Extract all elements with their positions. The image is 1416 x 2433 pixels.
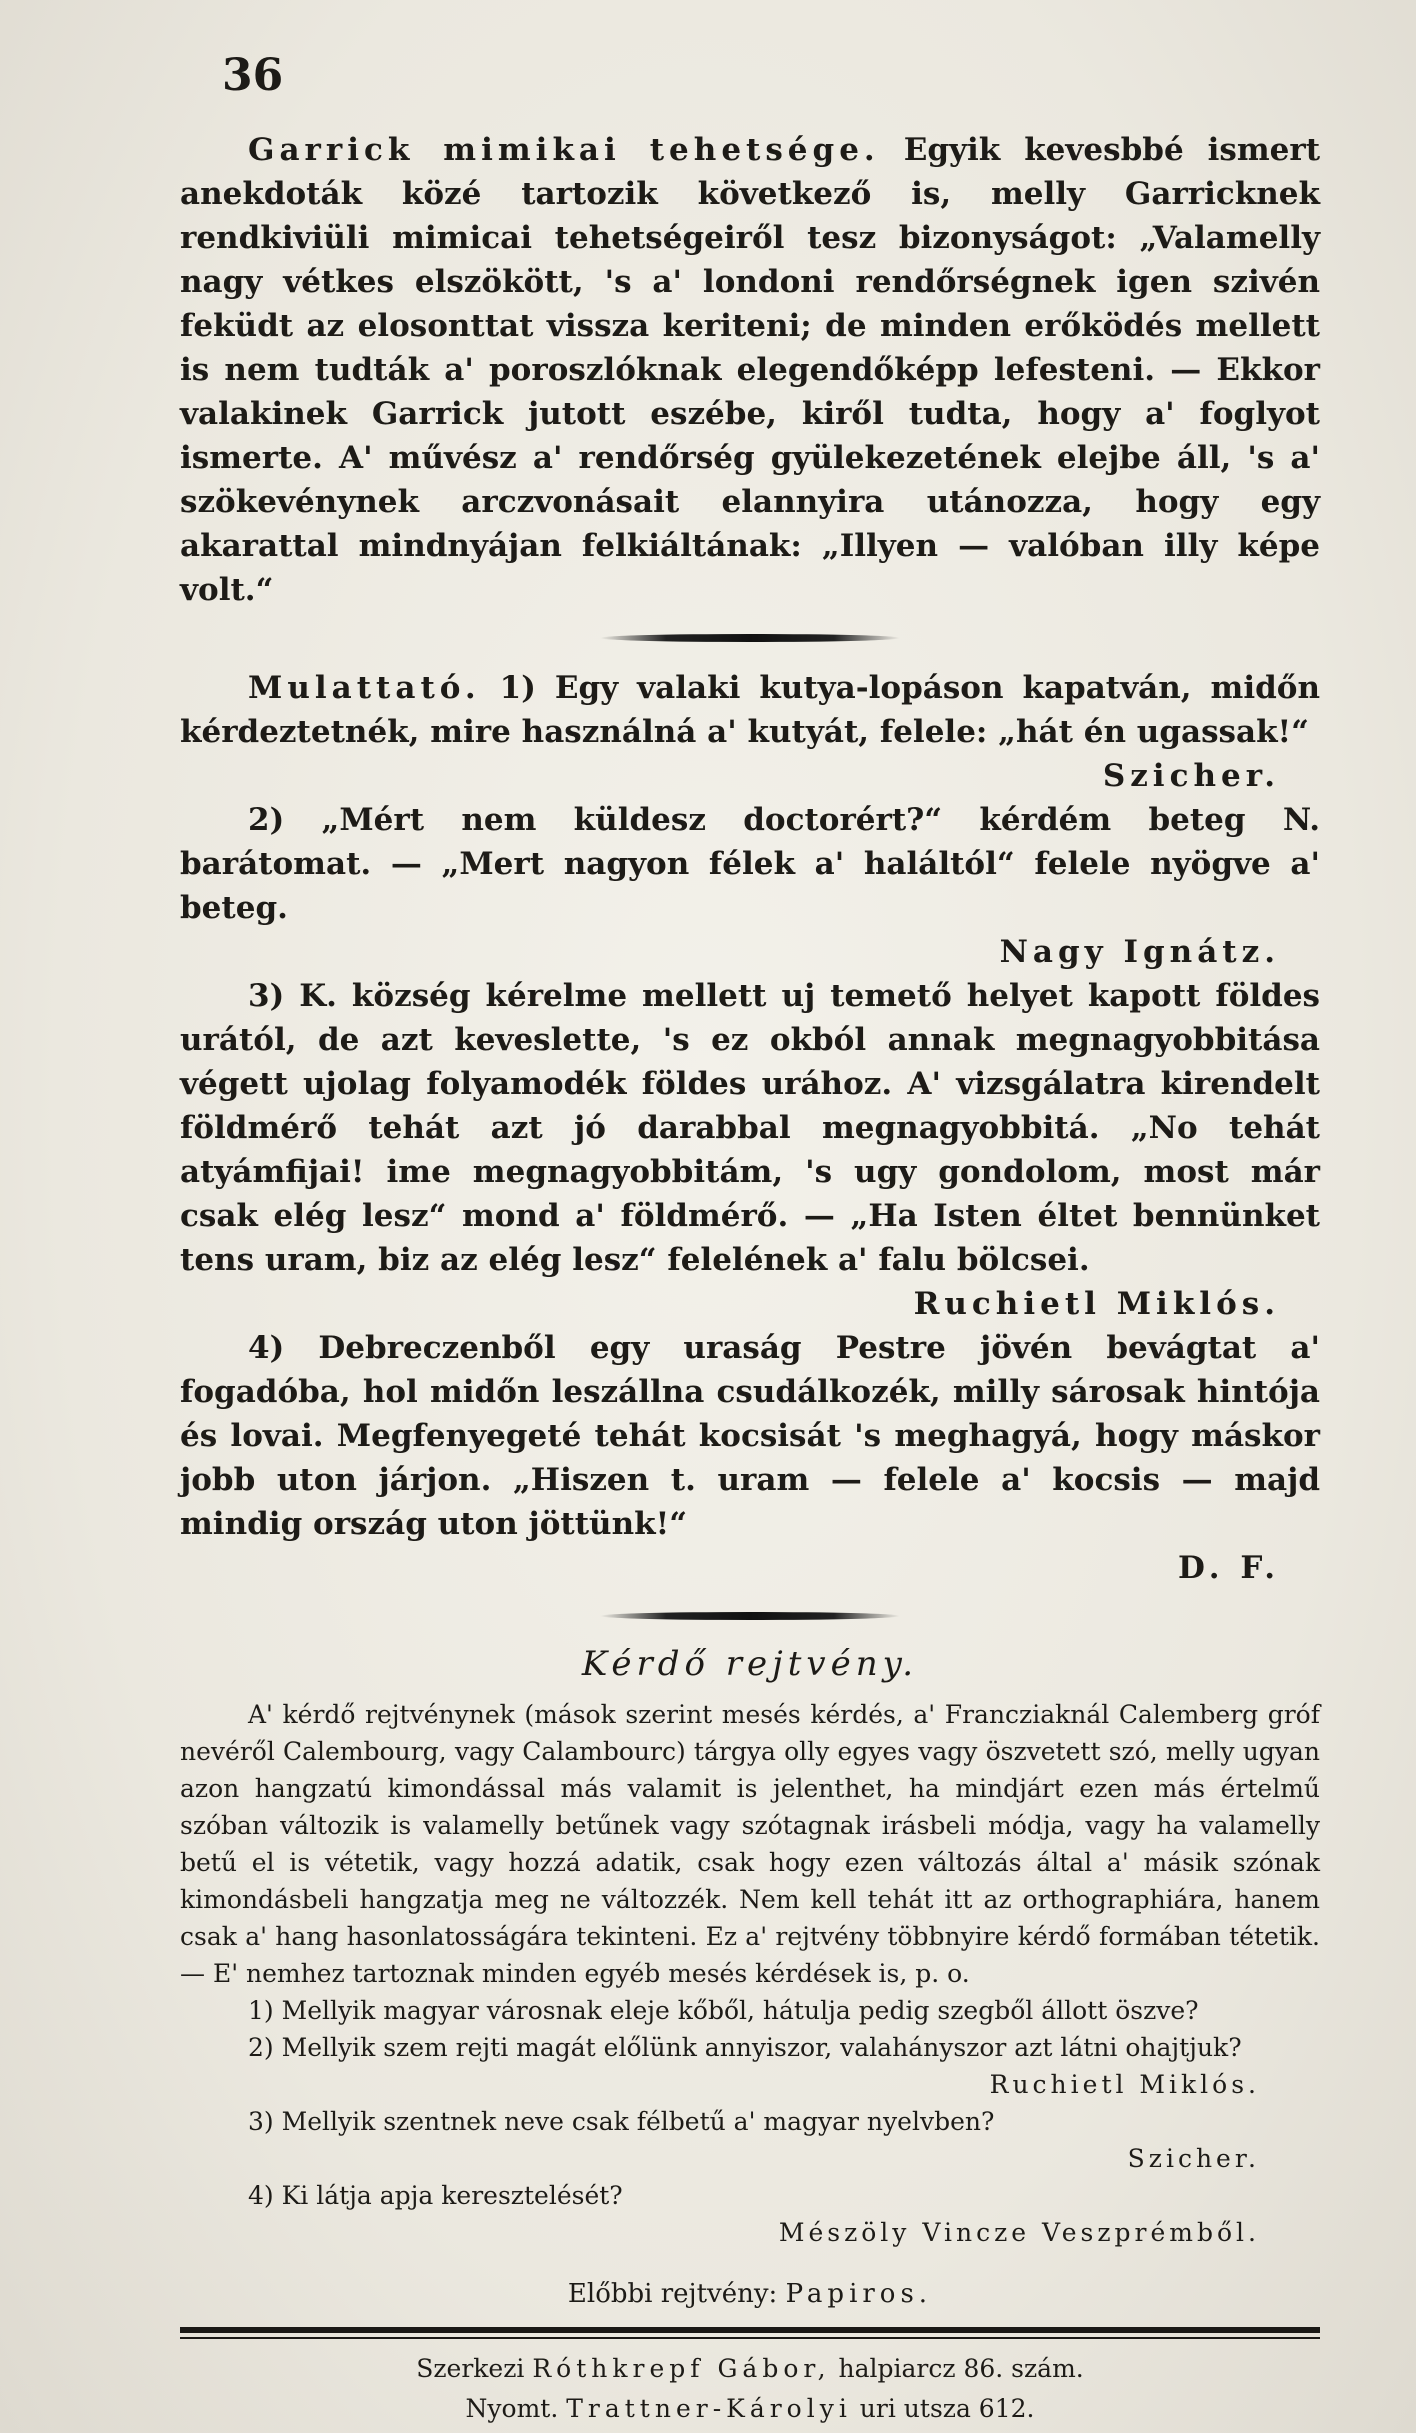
mulattato-signature-3: Ruchietl Miklós.	[913, 1286, 1280, 1322]
mulattato-heading: Mulattató.	[248, 670, 481, 706]
text-column	[180, 128, 1320, 2429]
riddle-question-3: 3) Mellyik szentnek neve csak félbetű a' magyar nyelvben?	[248, 2107, 995, 2136]
mulattato-item-2: 2) „Mért nem küldesz doctorért?“ kérdém beteg N. barátomat. — „Mert nagyon félek a' haláltól“ felele nyögve a' beteg.	[180, 802, 1320, 926]
mulattato-item-1-text: 1) Egy valaki kutya-lopáson kapatván, midőn kérdeztetnék, mire használná a' kutyát, felele: „hát én ugassak!“	[180, 670, 1320, 750]
printer-name: Trattner-Károlyi	[566, 2394, 852, 2423]
mulattato-item-3: 3) K. község kérelme mellett uj temető helyet kapott földes urától, de azt keveslette, 's ez okból annak megnagyobbitása végett ujolag folyamodék földes urához. A' vizsgálatra kirendelt földmérő tehát azt jó darabbal megnagyobbitá. „No tehát atyámfijai! ime megnagyobbitám, 's ugy gondolom, most már csak elég lesz“ mond a' földmérő. — „Ha Isten éltet bennünket tens uram, biz az elég lesz“ felelének a' falu bölcsei.	[180, 978, 1320, 1278]
editor-name: Róthkrepf Gábor,	[532, 2354, 831, 2383]
previous-riddle-label: Előbbi rejtvény:	[567, 2279, 778, 2309]
riddle-signature-4: Mészöly Vincze Veszprémből.	[778, 2218, 1260, 2247]
editor-line	[180, 2349, 1320, 2389]
riddle-body: A' kérdő rejtvénynek (mások szerint mesés kérdés, a' Francziaknál Calemberg gróf nevéről Calembourg, vagy Calambourc) tárgya olly egyes vagy öszvetett szó, melly ugyan azon hangzatú kimondással más valamit is jelenthet, ha mindjárt ezen más értelmű szóban változik is valamelly betűnek vagy szótagnak irásbeli módja, vagy ha valamelly betű el is vétetik, vagy hozzá adatik, csak hogy ezen változás által a' másik szónak kimondásbeli hangzatja meg ne változzék. Nem kell tehát itt az orthographiára, hanem csak a' hang hasonlatosságára tekinteni. Ez a' rejtvény többnyire kérdő formában tétetik. — E' nemhez tartoznak minden egyéb mesés kérdések is, p. o.	[180, 1700, 1320, 1988]
page-number: 36	[222, 50, 284, 101]
printer-prefix: Nyomt.	[465, 2394, 559, 2423]
mulattato-signature-4: D. F.	[1177, 1550, 1280, 1586]
mulattato-signature-1: Szicher.	[1102, 758, 1280, 794]
footer-rule-thick	[180, 2327, 1320, 2333]
previous-riddle-answer	[180, 2279, 1320, 2309]
garrick-heading: Garrick mimikai tehetsége.	[248, 132, 880, 168]
printer-address: uri utsza 612.	[859, 2394, 1035, 2423]
riddle-question-1: 1) Mellyik magyar városnak eleje kőből, hátulja pedig szegből állott öszve?	[248, 1996, 1199, 2025]
riddle-title: Kérdő rejtvény.	[581, 1644, 919, 1684]
footer-rule-thin	[180, 2337, 1320, 2339]
garrick-paragraph	[180, 128, 1320, 612]
section-divider	[600, 1612, 900, 1620]
riddle-signature-2: Ruchietl Miklós.	[989, 2070, 1260, 2099]
mulattato-section	[180, 666, 1320, 1590]
editor-address: halpiarcz 86. szám.	[838, 2354, 1084, 2383]
mulattato-item-1	[180, 666, 1320, 754]
riddle-signature-3: Szicher.	[1127, 2144, 1260, 2173]
riddle-question-2: 2) Mellyik szem rejti magát előlünk annyiszor, valahányszor azt látni ohajtjuk?	[248, 2033, 1242, 2062]
previous-riddle-solution: Papiros.	[785, 2279, 933, 2309]
mulattato-signature-2: Nagy Ignátz.	[999, 934, 1280, 970]
section-divider	[600, 634, 900, 642]
mulattato-item-4: 4) Debreczenből egy uraság Pestre jövén bevágtat a' fogadóba, hol midőn leszállna csudálkozék, milly sárosak hintója és lovai. Megfenyegeté tehát kocsisát 's meghagyá, hogy máskor jobb uton járjon. „Hiszen t. uram — felele a' kocsis — majd mindig ország uton jöttünk!“	[180, 1330, 1320, 1542]
garrick-body: Egyik kevesbbé ismert anekdoták közé tartozik következő is, melly Garricknek rendkiviüli mimicai tehetségeiről tesz bizonyságot: „Valamelly nagy vétkes elszökött, 's a' londoni rendőrségnek igen szivén feküdt az elosonttat vissza keriteni; de minden erőködés mellett is nem tudták a' poroszlóknak elegendőképp lefesteni. — Ekkor valakinek Garrick jutott eszébe, kiről tudta, hogy a' foglyot ismerte. A' művész a' rendőrség gyülekezetének elejbe áll, 's a' szökevénynek arczvonásait elannyira utánozza, hogy egy akarattal mindnyájan felkiáltának: „Illyen — valóban illy képe volt.“	[180, 132, 1321, 608]
garrick-article	[180, 128, 1320, 612]
editor-prefix: Szerkezi	[416, 2354, 525, 2383]
printer-line	[180, 2389, 1320, 2429]
riddle-question-4: 4) Ki látja apja keresztelését?	[248, 2181, 623, 2210]
riddle-section	[180, 1644, 1320, 2251]
